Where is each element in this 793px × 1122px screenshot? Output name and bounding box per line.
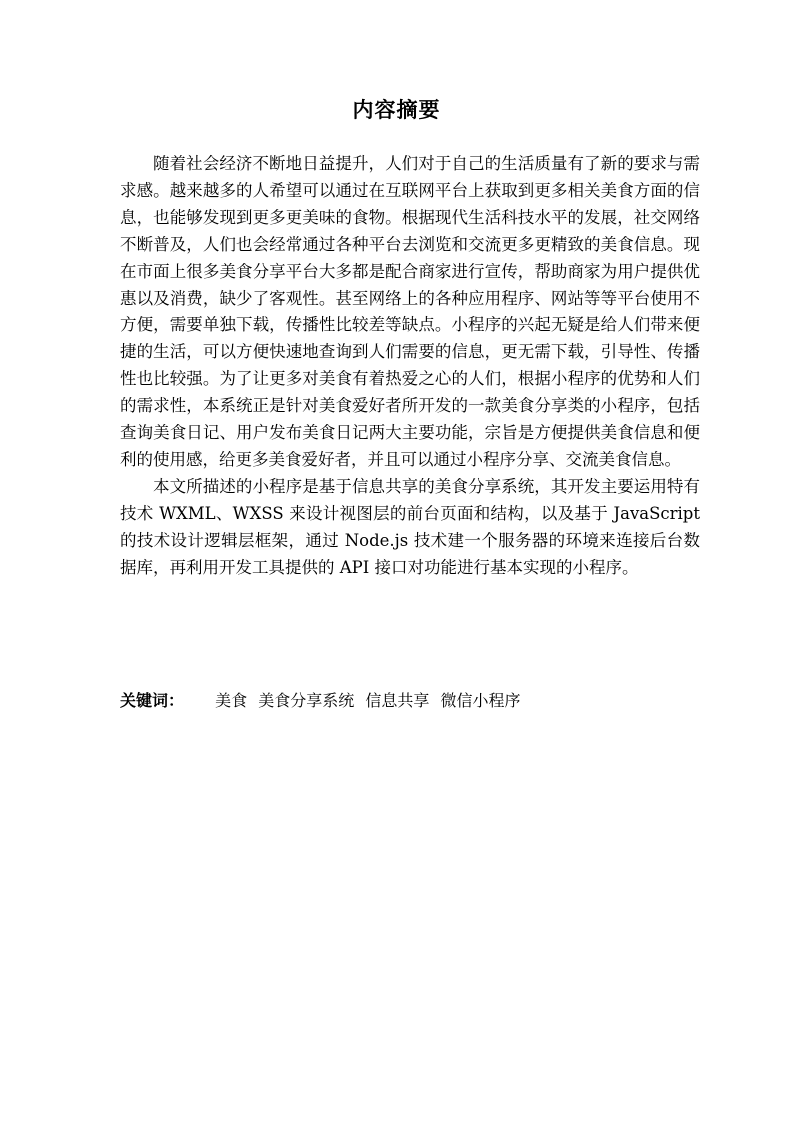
- keyword-item: 信息共享: [365, 691, 430, 710]
- abstract-paragraph-1: 随着社会经济不断地日益提升，人们对于自己的生活质量有了新的要求与需求感。越来越多的人希望可以通过在互联网平台上获取到更多相关美食方面的信息，也能够发现到更多更美味的食物。根据现代生活科技水平的发展，社交网络不断普及，人们也会经常通过各种平台去浏览和交流更多更精致的美食信息。现在市面上很多美食分享平台大多都是配合商家进行宣传，帮助商家为用户提供优惠以及消费，缺少了客观性。甚至网络上的各种应用程序、网站等等平台使用不方便，需要单独下载，传播性比较差等缺点。小程序的兴起无疑是给人们带来便捷的生活，可以方便快速地查询到人们需要的信息，更无需下载，引导性、传播性也比较强。为了让更多对美食有着热爱之心的人们，根据小程序的优势和人们的需求性，本系统正是针对美食爱好者所开发的一款美食分享类的小程序，包括查询美食日记、用户发布美食日记两大主要功能，宗旨是方便提供美食信息和便利的使用感，给更多美食爱好者，并且可以通过小程序分享、交流美食信息。: [120, 154, 700, 469]
- keywords-label: 关键词：: [120, 691, 185, 710]
- abstract-title: 内容摘要: [352, 98, 441, 122]
- abstract-paragraph-2: 本文所描述的小程序是基于信息共享的美食分享系统，其开发主要运用特有技术 WXML、WXSS 来设计视图层的前台页面和结构，以及基于 JavaScript 的技术设计逻辑层框架，通过 Node.js 技术建一个服务器的环境来连接后台数据库，再利用开发工具提供的 API 接口对功能进行基本实现的小程序。: [120, 476, 700, 577]
- keywords-line: [120, 687, 700, 715]
- keyword-item: 美食: [215, 691, 248, 710]
- keyword-item: 美食分享系统: [258, 691, 355, 710]
- abstract-body: [120, 151, 700, 582]
- keyword-item: 微信小程序: [440, 691, 521, 710]
